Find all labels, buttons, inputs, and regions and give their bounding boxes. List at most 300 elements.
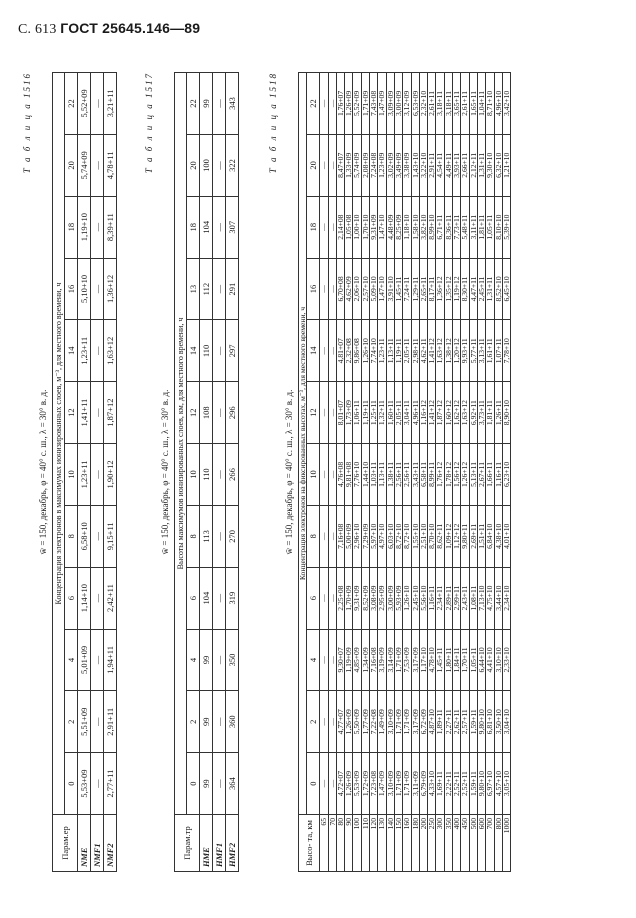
value-cell: 291 (226, 258, 239, 320)
value-cell: 350 (226, 629, 239, 691)
value-cell: 9,80+11 (461, 505, 469, 567)
value-cell: 1,05+11 (469, 629, 477, 691)
value-cell: 8,90+10 (502, 382, 510, 444)
height-cell: 80 (336, 815, 344, 872)
value-cell: 1,47+10 (378, 196, 386, 258)
value-cell: 2,34+11 (436, 567, 444, 629)
value-cell: 1,19+10 (78, 196, 91, 258)
value-cell: 3,50+10 (494, 691, 502, 753)
value-cell: 343 (226, 73, 239, 135)
value-cell: 3,12+09 (403, 73, 411, 135)
value-cell: — (213, 258, 226, 320)
hour-header: 6 (307, 567, 320, 629)
value-cell: 4,87+10 (428, 691, 436, 753)
hour-header: 4 (307, 629, 320, 691)
height-cell: 140 (386, 815, 394, 872)
value-cell: 3,21+11 (104, 73, 117, 135)
value-cell: 1,19+09 (345, 629, 353, 691)
value-cell: 5,77+11 (469, 320, 477, 382)
value-cell: 1,63+12 (104, 320, 117, 382)
table-row (226, 73, 239, 872)
value-cell: 8,30+11 (461, 258, 469, 320)
value-cell: 5,39+10 (502, 196, 510, 258)
hour-header: 14 (187, 320, 200, 382)
value-cell: 4,41+10 (486, 629, 494, 691)
value-cell: — (320, 691, 328, 753)
value-cell: 1,05+08 (345, 196, 353, 258)
value-cell: 8,25+09 (394, 196, 402, 258)
value-cell: 1,26+09 (345, 73, 353, 135)
value-cell: 2,51+10 (419, 505, 427, 567)
value-cell: 3,91+10 (386, 258, 394, 320)
hour-header: 12 (187, 382, 200, 444)
value-cell: 1,00+10 (353, 196, 361, 258)
value-cell: 9,86+08 (353, 320, 361, 382)
value-cell: — (328, 258, 336, 320)
value-cell: 9,31+09 (353, 567, 361, 629)
value-cell: — (328, 196, 336, 258)
value-cell: — (91, 73, 104, 135)
value-cell: 4,72+07 (336, 753, 344, 815)
value-cell: 2,42+11 (104, 567, 117, 629)
height-cell: 90 (345, 815, 353, 872)
value-cell: 1,34+09 (361, 629, 369, 691)
value-cell: 296 (226, 382, 239, 444)
table-row (200, 73, 213, 872)
value-cell: 9,31+09 (370, 196, 378, 258)
value-cell: 1,62+12 (453, 382, 461, 444)
value-cell: 9,80+10 (477, 691, 485, 753)
value-cell: 1,76+12 (436, 444, 444, 506)
value-cell: 2,43+11 (461, 567, 469, 629)
value-cell: — (328, 382, 336, 444)
value-cell: 1,38+11 (386, 444, 394, 506)
param-header: Парам.тр (175, 815, 200, 872)
value-cell: 5,56+10 (419, 567, 427, 629)
value-cell: 5,51+09 (78, 691, 91, 753)
value-cell: 2,67+11 (477, 444, 485, 506)
value-cell: 3,42+10 (502, 73, 510, 135)
value-cell: 3,04+11 (403, 382, 411, 444)
page-number: С. 613 (18, 22, 57, 37)
value-cell: 4,75+10 (486, 567, 494, 629)
value-cell: 5,10+10 (78, 258, 91, 320)
value-cell: 7,16+08 (336, 505, 344, 567)
value-cell: 1,71+09 (394, 629, 402, 691)
value-cell: 1,71+09 (394, 753, 402, 815)
value-cell: — (91, 258, 104, 320)
value-cell: 1,60+11 (386, 382, 394, 444)
value-cell: 1,47+09 (378, 753, 386, 815)
value-cell: 1,23+11 (78, 320, 91, 382)
hour-header: 6 (65, 567, 78, 629)
value-cell: — (91, 444, 104, 506)
hour-header: 4 (187, 629, 200, 691)
value-cell: 1,31+11 (477, 134, 485, 196)
value-cell: 1,26+10 (403, 567, 411, 629)
value-cell: 1,47+09 (378, 73, 386, 135)
value-cell: 3,11+11 (469, 196, 477, 258)
value-cell: — (213, 753, 226, 815)
hour-header: 22 (65, 73, 78, 135)
value-cell: — (320, 134, 328, 196)
hour-header: 10 (65, 444, 78, 506)
value-cell: 1,47+10 (378, 258, 386, 320)
table-1516-subtitle: w̄ = 150, декабрь, φ = 40° с. ш., λ = 30° в. д. (38, 389, 48, 555)
value-cell: 1,51+11 (477, 505, 485, 567)
value-cell: 7,78+10 (502, 320, 510, 382)
value-cell: 1,38+12 (444, 320, 452, 382)
value-cell: 8,62+11 (436, 505, 444, 567)
value-cell: 2,32+08 (345, 320, 353, 382)
value-cell: — (213, 73, 226, 135)
value-cell: 1,71+09 (403, 691, 411, 753)
value-cell: 6,97+10 (486, 753, 494, 815)
value-cell: 2,25+08 (336, 567, 344, 629)
value-cell: — (320, 258, 328, 320)
value-cell: 3,17+09 (411, 691, 419, 753)
value-cell: 104 (200, 567, 213, 629)
hour-header: 12 (307, 382, 320, 444)
value-cell: 5,52+09 (78, 73, 91, 135)
value-cell: — (328, 567, 336, 629)
value-cell: 2,56+11 (403, 444, 411, 506)
value-cell: 7,74+10 (370, 320, 378, 382)
value-cell: 113 (200, 505, 213, 567)
value-cell: 1,55+10 (411, 505, 419, 567)
hour-header: 10 (307, 444, 320, 506)
value-cell: 266 (226, 444, 239, 506)
value-cell: 9,81+08 (345, 444, 353, 506)
height-cell: 800 (494, 815, 502, 872)
rotated-content (20, 72, 610, 872)
value-cell: 1,25+11 (370, 382, 378, 444)
value-cell: 1,29+11 (411, 258, 419, 320)
value-cell: — (213, 196, 226, 258)
height-header: Высо- та, км (299, 815, 320, 872)
value-cell: 3,08+09 (370, 567, 378, 629)
value-cell: 297 (226, 320, 239, 382)
page-header (18, 20, 200, 38)
value-cell: 6,71+11 (436, 196, 444, 258)
value-cell: 3,13+11 (477, 320, 485, 382)
value-cell: 1,12+12 (453, 505, 461, 567)
hour-header: 22 (187, 73, 200, 135)
table-caption: Концентрация электронов на фиксированных высотах, м⁻³, для местного времени, ч (299, 73, 307, 815)
table-row (104, 73, 117, 872)
table-row (502, 73, 510, 872)
value-cell: 1,76+07 (336, 73, 344, 135)
value-cell: 1,23+09 (378, 134, 386, 196)
value-cell: 3,65+11 (453, 73, 461, 135)
value-cell: 3,43+11 (411, 444, 419, 506)
value-cell: 1,23+11 (378, 320, 386, 382)
value-cell: 7,22+08 (370, 691, 378, 753)
value-cell: 2,52+11 (453, 753, 461, 815)
table-1518 (298, 72, 511, 872)
value-cell: 5,48+11 (461, 196, 469, 258)
value-cell: 1,14+10 (78, 567, 91, 629)
value-cell: 4,62+09 (345, 258, 353, 320)
value-cell: 3,19+09 (378, 629, 386, 691)
value-cell: 7,76+10 (353, 444, 361, 506)
hour-header: 14 (307, 320, 320, 382)
value-cell: — (320, 73, 328, 135)
value-cell: 1,19+11 (394, 320, 402, 382)
value-cell: 1,69+11 (436, 753, 444, 815)
value-cell: 1,36+12 (104, 258, 117, 320)
param-name: NME (78, 815, 91, 872)
hour-header: 0 (65, 753, 78, 815)
value-cell: 2,77+11 (104, 753, 117, 815)
height-cell: 250 (428, 815, 436, 872)
height-cell: 65 (320, 815, 328, 872)
value-cell: — (328, 505, 336, 567)
value-cell: 1,70+11 (461, 629, 469, 691)
value-cell: 1,41+12 (428, 320, 436, 382)
value-cell: 1,45+11 (436, 629, 444, 691)
value-cell: 1,33+09 (345, 134, 353, 196)
value-cell: 99 (200, 753, 213, 815)
value-cell: 6,84+10 (486, 505, 494, 567)
value-cell: 9,30+07 (336, 629, 344, 691)
table-row (213, 73, 226, 872)
table-body (200, 73, 239, 872)
height-cell: 110 (361, 815, 369, 872)
value-cell: 1,26+09 (345, 753, 353, 815)
height-cell: 180 (411, 815, 419, 872)
table-1516-number: Т а б л и ц а 1516 (22, 72, 32, 174)
value-cell: — (213, 382, 226, 444)
value-cell: — (328, 73, 336, 135)
value-cell: 9,15+11 (104, 505, 117, 567)
value-cell: 7,24+11 (403, 258, 411, 320)
hour-header: 6 (187, 567, 200, 629)
value-cell: — (213, 320, 226, 382)
value-cell: 4,01+10 (502, 505, 510, 567)
value-cell: 2,45+10 (411, 567, 419, 629)
value-cell: 1,66+11 (486, 444, 494, 506)
table-caption: Высоты максимумов ионизированных слоев, км, для местного времени, ч (175, 73, 187, 815)
hour-header: 18 (187, 196, 200, 258)
value-cell: 2,91+11 (104, 691, 117, 753)
value-cell: 1,18+10 (403, 196, 411, 258)
hour-header: 2 (187, 691, 200, 753)
value-cell: 319 (226, 567, 239, 629)
value-cell: 99 (200, 629, 213, 691)
value-cell: 1,20+12 (453, 320, 461, 382)
value-cell: 5,09+10 (370, 258, 378, 320)
value-cell: 110 (200, 320, 213, 382)
value-cell: 3,44+10 (494, 567, 502, 629)
value-cell: 5,93+09 (394, 567, 402, 629)
value-cell: 108 (200, 382, 213, 444)
hour-header: 13 (187, 258, 200, 320)
value-cell: — (91, 382, 104, 444)
table-row (403, 73, 411, 872)
hours-row (65, 73, 78, 872)
hour-header: 22 (307, 73, 320, 135)
value-cell: 1,13+11 (386, 320, 394, 382)
value-cell: — (328, 134, 336, 196)
value-cell: 4,78+10 (428, 629, 436, 691)
value-cell: 5,53+09 (78, 753, 91, 815)
value-cell: 3,93+11 (453, 134, 461, 196)
height-cell: 700 (486, 815, 494, 872)
rotated-stage (20, 72, 610, 918)
value-cell: 1,21+10 (502, 134, 510, 196)
value-cell: 1,78+12 (444, 444, 452, 506)
hour-header: 18 (307, 196, 320, 258)
value-cell: 2,98+11 (411, 320, 419, 382)
value-cell: 4,48+09 (386, 196, 394, 258)
value-cell: 8,52+10 (494, 258, 502, 320)
value-cell: 112 (200, 258, 213, 320)
value-cell: — (91, 753, 104, 815)
value-cell: 2,14+08 (336, 196, 344, 258)
hour-header: 8 (307, 505, 320, 567)
value-cell: 7,29+09 (361, 505, 369, 567)
height-cell: 200 (419, 815, 427, 872)
value-cell: 7,73+11 (453, 196, 461, 258)
value-cell: 1,77+09 (361, 691, 369, 753)
value-cell: — (320, 196, 328, 258)
height-cell: 130 (378, 815, 386, 872)
value-cell: 6,92+11 (469, 382, 477, 444)
value-cell: 8,47+07 (336, 134, 344, 196)
value-cell: 1,36+12 (436, 258, 444, 320)
table-1517 (174, 72, 239, 872)
value-cell: — (91, 629, 104, 691)
value-cell: 1,26+10 (361, 320, 369, 382)
value-cell: 8,52+09 (361, 567, 369, 629)
value-cell: 2,34+10 (502, 567, 510, 629)
value-cell: 7,24+08 (370, 134, 378, 196)
value-cell: 3,05+10 (502, 753, 510, 815)
value-cell: — (328, 444, 336, 506)
value-cell: 2,57+10 (361, 258, 369, 320)
height-cell: 600 (477, 815, 485, 872)
value-cell: 7,43+08 (370, 73, 378, 135)
value-cell: 8,39+11 (104, 196, 117, 258)
value-cell: 1,06+11 (353, 382, 361, 444)
value-cell: 6,70+08 (336, 258, 344, 320)
value-cell: 1,87+12 (104, 382, 117, 444)
value-cell: 2,69+11 (469, 505, 477, 567)
value-cell: 1,13+11 (378, 444, 386, 506)
table-row (78, 73, 91, 872)
value-cell: 3,17+09 (411, 629, 419, 691)
value-cell: 4,96+11 (411, 382, 419, 444)
value-cell: 1,43+10 (411, 134, 419, 196)
value-cell: 4,81+07 (336, 320, 344, 382)
value-cell: 1,87+12 (436, 382, 444, 444)
value-cell: 2,56+11 (394, 444, 402, 506)
value-cell: 1,07+11 (494, 320, 502, 382)
value-cell: 5,13+11 (469, 444, 477, 506)
value-cell: 3,04+10 (502, 691, 510, 753)
value-cell: 3,82+10 (419, 196, 427, 258)
value-cell: — (320, 505, 328, 567)
value-cell: 1,35+12 (444, 258, 452, 320)
value-cell: 6,72+09 (419, 691, 427, 753)
value-cell: 5,52+09 (353, 73, 361, 135)
value-cell: 2,65+11 (419, 258, 427, 320)
value-cell: 4,78+11 (104, 134, 117, 196)
hours-row (187, 73, 200, 872)
value-cell: 1,09+12 (444, 505, 452, 567)
value-cell: 7,16+08 (370, 629, 378, 691)
value-cell: 322 (226, 135, 239, 197)
value-cell: 6,23+10 (502, 444, 510, 506)
value-cell: 1,94+11 (104, 629, 117, 691)
hour-header: 20 (187, 135, 200, 197)
value-cell: 4,96+10 (494, 73, 502, 135)
value-cell: 1,08+11 (469, 567, 477, 629)
hour-header: 2 (307, 691, 320, 753)
value-cell: 4,76+08 (336, 444, 344, 506)
value-cell: 2,89+11 (444, 567, 452, 629)
value-cell: 8,71+10 (486, 73, 494, 135)
value-cell: — (213, 691, 226, 753)
value-cell: 2,33+10 (502, 629, 510, 691)
value-cell: 7,13+10 (477, 567, 485, 629)
value-cell: 2,52+11 (461, 753, 469, 815)
value-cell: 1,16+11 (494, 444, 502, 506)
value-cell: — (320, 320, 328, 382)
value-cell: 1,17+10 (419, 629, 427, 691)
value-cell: 2,61+11 (461, 73, 469, 135)
value-cell: 2,99+11 (453, 567, 461, 629)
value-cell: 8,10+10 (494, 196, 502, 258)
value-cell: 3,49+09 (394, 134, 402, 196)
value-cell: 3,10+10 (494, 629, 502, 691)
param-name: HME (200, 815, 213, 872)
value-cell: — (213, 567, 226, 629)
value-cell: 2,22+11 (444, 753, 452, 815)
hour-header: 10 (187, 444, 200, 506)
hour-header: 8 (65, 505, 78, 567)
value-cell: 9,80+10 (477, 753, 485, 815)
value-cell: 1,61+11 (486, 320, 494, 382)
value-cell: 8,99+10 (428, 196, 436, 258)
value-cell: 3,10+09 (386, 691, 394, 753)
value-cell: — (213, 505, 226, 567)
value-cell: 9,30+10 (486, 134, 494, 196)
value-cell: 8,72+10 (403, 505, 411, 567)
value-cell: 3,18+11 (444, 73, 452, 135)
value-cell: 9,93+11 (461, 320, 469, 382)
table-row (461, 73, 469, 872)
table-body (320, 73, 511, 872)
param-name: NMF1 (91, 815, 104, 872)
value-cell: 1,26+09 (345, 691, 353, 753)
value-cell: 307 (226, 196, 239, 258)
value-cell: 1,44+10 (361, 444, 369, 506)
value-cell: 1,19+12 (453, 258, 461, 320)
value-cell: 100 (200, 135, 213, 197)
value-cell: 3,18+11 (436, 73, 444, 135)
standard-code: ГОСТ 25645.146—89 (60, 20, 201, 36)
value-cell: 2,62+11 (453, 691, 461, 753)
value-cell: 6,81+10 (486, 691, 494, 753)
value-cell: 2,66+11 (461, 134, 469, 196)
value-cell: 8,99+11 (428, 444, 436, 506)
value-cell: 4,38+10 (494, 505, 502, 567)
value-cell: 4,33+10 (428, 753, 436, 815)
height-cell: 500 (469, 815, 477, 872)
hour-header: 20 (65, 134, 78, 196)
